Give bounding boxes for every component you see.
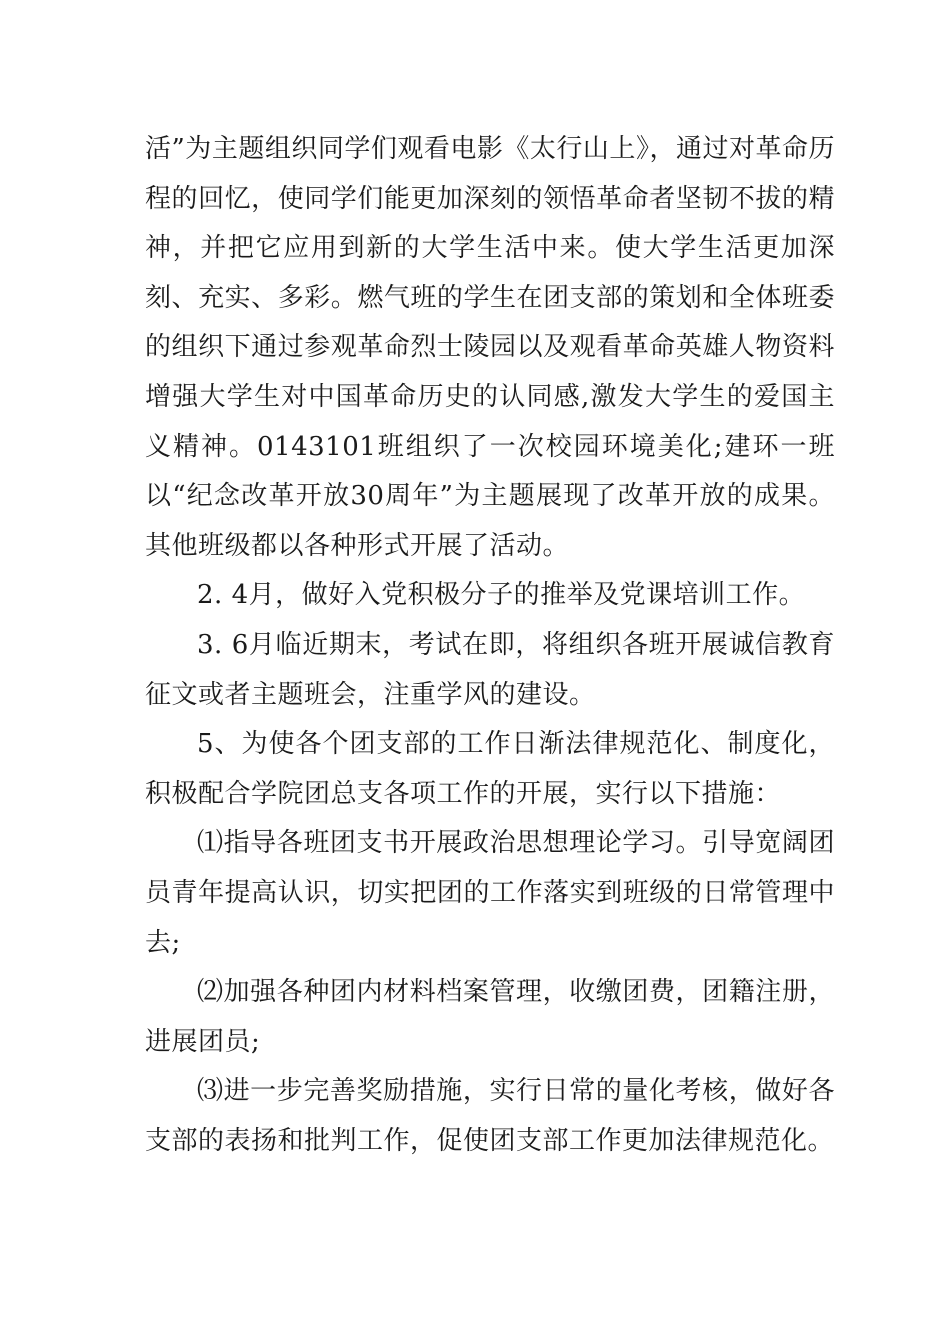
paragraph-measure-1: ⑴指导各班团支书开展政治思想理论学习。引导宽阔团员青年提高认识，切实把团的工作落实到班级的日常管理中去; — [145, 828, 835, 958]
paragraph-continued-activities: 活”为主题组织同学们观看电影《太行山上》，通过对革命历程的回忆，使同学们能更加深刻的领悟革命者坚韧不拔的精神，并把它应用到新的大学生活中来。使大学生活更加深刻、充实、多彩。燃气班的学生在团支部的策划和全体班委的组织下通过参观革命烈士陵园以及观看革命英雄人物资料增强大学生对中国革命历史的认同感,激发大学生的爱国主义精神。0143101班组织了一次校园环境美化;建环一班以“纪念改革开放30周年”为主题展现了改革开放的成果。其他班级都以各种形式开展了活动。 — [145, 134, 835, 561]
paragraph-item-3: 3. 6月临近期末，考试在即，将组织各班开展诚信教育征文或者主题班会，注重学风的建设。 — [145, 629, 835, 710]
paragraph-item-5: 5、为使各个团支部的工作日渐法律规范化、制度化，积极配合学院团总支各项工作的开展，实行以下措施： — [145, 729, 835, 809]
document-body — [145, 125, 835, 1166]
paragraph-item-2: 2. 4月，做好入党积极分子的推举及党课培训工作。 — [197, 580, 806, 611]
paragraph-measure-3: ⑶进一步完善奖励措施，实行日常的量化考核，做好各支部的表扬和批判工作，促使团支部工作更加法律规范化。 — [145, 1076, 835, 1156]
paragraph-measure-2: ⑵加强各种团内材料档案管理，收缴团费，团籍注册，进展团员; — [145, 977, 835, 1057]
